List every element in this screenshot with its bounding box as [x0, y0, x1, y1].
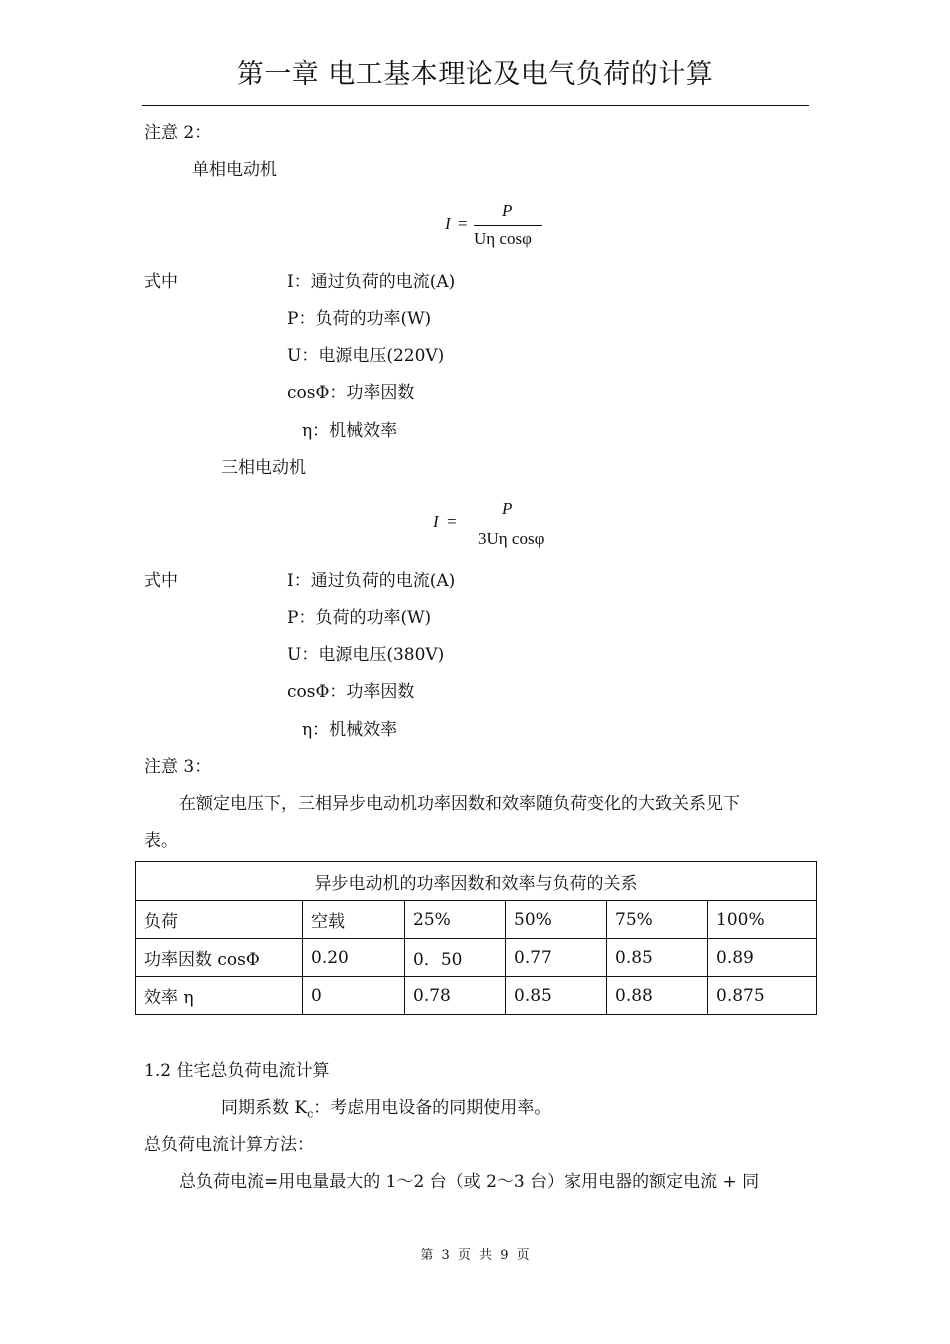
formula1-lhs: I [445, 214, 451, 233]
table-row [136, 901, 817, 939]
page-number: 第 3 页 共 9 页 [420, 1248, 530, 1263]
table-cell: 效率 η [136, 977, 303, 1015]
kc-suffix: ：考虑用电设备的同期使用率。 [313, 1098, 552, 1118]
var-item: cosΦ：功率因数 [287, 383, 415, 403]
var-item: P：负荷的功率(W) [287, 309, 432, 329]
section-heading: 1.2 住宅总负荷电流计算 [144, 1061, 330, 1081]
table-row [136, 977, 817, 1015]
table-caption: 异步电动机的功率因数和效率与负荷的关系 [136, 862, 817, 901]
table-cell: 0 [303, 977, 405, 1015]
var-item: I：通过负荷的电流(A) [287, 571, 456, 591]
kc-subscript: c [307, 1107, 314, 1121]
table-cell: 功率因数 cosΦ [136, 939, 303, 977]
table-row [136, 939, 817, 977]
kc-prefix: 同期系数 K [221, 1098, 308, 1118]
where-label-1: 式中 [144, 272, 178, 292]
header-rule [142, 105, 809, 106]
formula2-denominator: 3Uη cosφ [478, 529, 545, 548]
var-item: η：机械效率 [302, 421, 398, 441]
page-title: 第一章 电工基本理论及电气负荷的计算 [236, 59, 714, 90]
table-cell: 0.78 [405, 977, 506, 1015]
note3-paragraph-line1: 在额定电压下，三相异步电动机功率因数和效率随负荷变化的大致关系见下 [179, 794, 740, 814]
table-cell: 0.85 [506, 977, 607, 1015]
where-label-2: 式中 [144, 571, 178, 591]
formula2-numerator: P [502, 499, 513, 518]
table-cell: 100% [708, 901, 817, 939]
var-item: U：电源电压(380V) [287, 645, 445, 665]
method-line: 总负荷电流=用电量最大的 1～2 台（或 2～3 台）家用电器的额定电流 + 同 [179, 1172, 760, 1192]
table-cell: 0.85 [607, 939, 708, 977]
table-cell: 0．50 [405, 939, 506, 977]
var-item: η：机械效率 [302, 720, 398, 740]
single-phase-heading: 单相电动机 [192, 160, 277, 180]
var-item: U：电源电压(220V) [287, 346, 445, 366]
method-label: 总负荷电流计算方法： [144, 1135, 314, 1155]
table-cell: 负荷 [136, 901, 303, 939]
var-item: P：负荷的功率(W) [287, 608, 432, 628]
formula1-denominator: Uη cosφ [474, 229, 532, 248]
formula1-numerator: P [502, 201, 513, 220]
table-cell: 0.77 [506, 939, 607, 977]
relation-table [135, 861, 817, 1015]
formula1-fraction-bar [474, 225, 542, 226]
var-item: I：通过负荷的电流(A) [287, 272, 456, 292]
table-cell: 0.88 [607, 977, 708, 1015]
table-cell: 25% [405, 901, 506, 939]
table-cell: 空载 [303, 901, 405, 939]
note2-label: 注意 2： [144, 123, 212, 143]
formula2-lhs: I [433, 512, 439, 531]
kc-definition [221, 1098, 551, 1124]
note3-label: 注意 3： [144, 757, 212, 777]
table-cell: 0.89 [708, 939, 817, 977]
table-cell: 0.875 [708, 977, 817, 1015]
three-phase-heading: 三相电动机 [221, 458, 306, 478]
var-item: cosΦ：功率因数 [287, 682, 415, 702]
table-cell: 0.20 [303, 939, 405, 977]
table-cell: 75% [607, 901, 708, 939]
table-cell: 50% [506, 901, 607, 939]
formula2-equals: = [447, 512, 457, 531]
formula1-equals: = [458, 214, 468, 233]
note3-paragraph-line2: 表。 [144, 831, 178, 851]
